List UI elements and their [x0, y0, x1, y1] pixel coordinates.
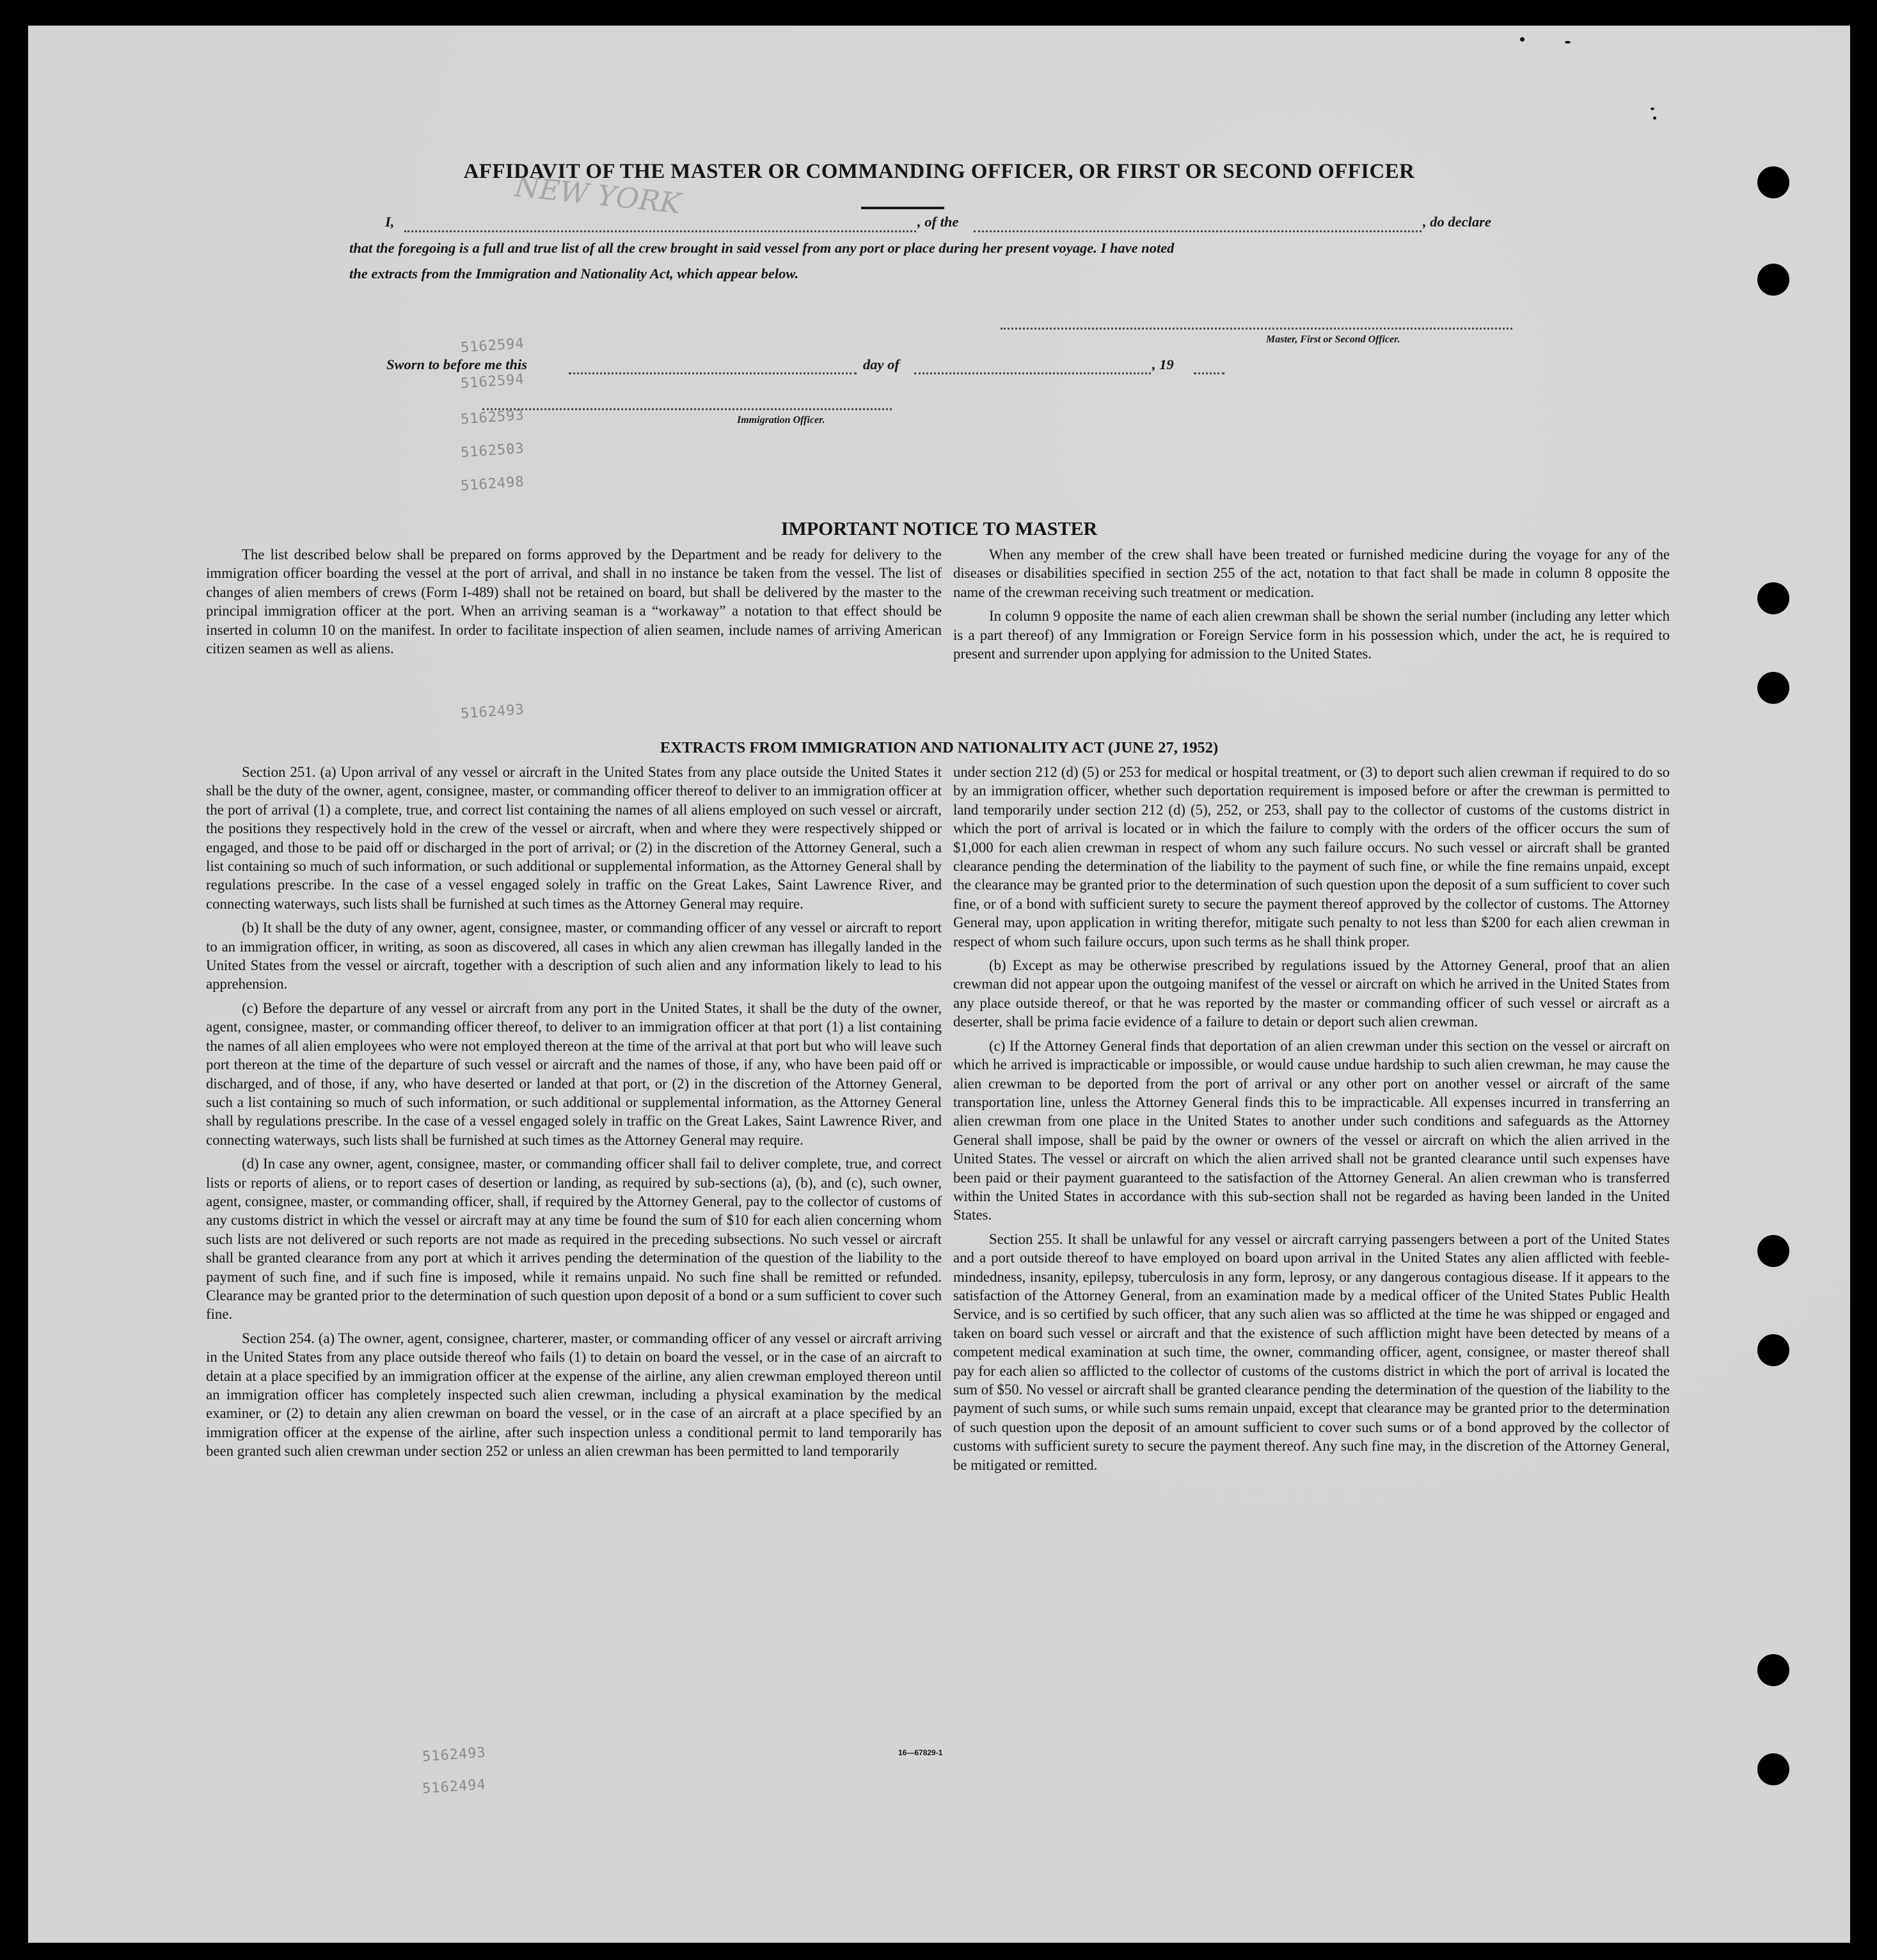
extracts-left-column [206, 763, 942, 1466]
sworn-day-field[interactable] [569, 372, 857, 374]
bleed-through-stamp: 5162594 [460, 371, 525, 392]
ink-speck [1651, 108, 1654, 110]
notice-paragraph: In column 9 opposite the name of each alien crewman shall be shown the serial number (including any letter which is a part thereof) of any Immigration or Foreign Service form in his possession which, under the act, he is required to present and surrender upon applying for admission to the United States. [953, 608, 1670, 662]
vessel-name-field[interactable] [974, 230, 1422, 232]
bleed-through-stamp: 5162593 [460, 407, 525, 428]
binder-hole [1757, 1753, 1789, 1785]
bleed-through-stamp: 5162594 [460, 335, 525, 356]
bleed-through-stamp: 5162493 [460, 701, 525, 722]
master-signature-caption: Master, First or Second Officer. [1266, 334, 1400, 345]
year-prefix: , 19 [1152, 356, 1174, 372]
sworn-year-field[interactable] [1194, 372, 1224, 374]
section-251-a: Section 251. (a) Upon arrival of any vessel or aircraft in the United States from any place outside the United States it shall be the duty of the owner, agent, consignee, master, or commanding officer thereof to deliver to an immigration officer at the port of arrival (1) a complete, true, and correct list containing the names of all aliens employed on such vessel or aircraft, the positions they respectively hold in the crew of the vessel or aircraft, when and where they were respectively shipped or engaged, and those to be paid off or discharged in the port of arrival; or (2) in the discretion of the Attorney General, such a list containing so much of such information, or such additional or supplemental information, as the Attorney General shall by regulations prescribe. In the case of a vessel engaged solely in traffic on the Great Lakes, Saint Lawrence River, and connecting waterways, such lists shall be furnished at such times as the Attorney General may require. [206, 764, 942, 912]
sworn-month-field[interactable] [914, 372, 1151, 374]
section-254-a: Section 254. (a) The owner, agent, consignee, charterer, master, or commanding officer of any vessel or aircraft arriving in the United States from any place outside thereof who fails (1) to detain on board the vessel, or in the case of an aircraft to detain at a place specified by an immigration officer at the expense of the airline, any alien crewman employed thereon until an immigration officer has completely inspected such alien crewman, including a physical examination by the medical examiner, or (2) to detain any alien crewman on board the vessel, or in the case of an aircraft at a place specified by an immigration officer at the expense of the airline, after such inspection unless a conditional permit to land temporarily has been granted such alien crewman under section 252 or unless an alien crewman has been permitted to land temporarily [206, 1330, 942, 1460]
section-254-b: (b) Except as may be otherwise prescribed by regulations issued by the Attorney General, proof that an alien crewman did not appear upon the outgoing manifest of the vessel or aircraft on which he arrived in the United States from any place outside thereof, or that he was reported by the master or commanding officer of such vessel or aircraft as a deserter, shall be prima facie evidence of a failure to detain or deport such alien crewman. [953, 957, 1670, 1030]
immigration-officer-signature-field[interactable] [482, 408, 892, 410]
binder-hole [1757, 1654, 1789, 1686]
day-of-label: day of [863, 356, 899, 372]
extracts-title: EXTRACTS FROM IMMIGRATION AND NATIONALITY ACT (JUNE 27, 1952) [660, 739, 1219, 756]
declarant-name-field[interactable] [404, 230, 916, 232]
binder-hole [1757, 264, 1789, 296]
ink-speck [1520, 37, 1525, 42]
binder-hole [1757, 582, 1789, 614]
binder-hole [1757, 672, 1789, 704]
declaration-line-3: the extracts from the Immigration and Nationality Act, which appear below. [349, 266, 799, 282]
bleed-through-stamp: 5162494 [422, 1776, 487, 1797]
bleed-through-stamp: 5162503 [460, 440, 525, 461]
master-signature-field[interactable] [1001, 328, 1512, 330]
immigration-officer-caption: Immigration Officer. [737, 415, 825, 426]
sworn-label: Sworn to before me this [386, 356, 528, 372]
section-255: Section 255. It shall be unlawful for any vessel or aircraft carrying passengers between a port of the United States and a port outside thereof to have employed on board upon arrival in the United States any alien afflicted with feeble-mindedness, insanity, epilepsy, tuberculosis in any form, leprosy, or any dangerous contagious disease. If it appears to the satisfaction of the Attorney General, from an examination made by a medical officer of the United States Public Health Service, and is so certified by such officer, that any such alien was so afflicted at the time he was shipped or engaged and taken on board such vessel or aircraft and that the existence of such affliction might have been detected by means of a competent medical examination at such time, the owner, commanding officer, agent, consignee, or master thereof shall pay for each alien so afflicted to the collector of customs of the customs district in which the port of arrival is located the sum of $50. No vessel or aircraft shall be granted clearance pending the determination of the question of the liability to the payment of such sums, or while such sums remain unpaid, except that clearance may be granted prior to the determination of such question upon the deposit of an amount sufficient to cover such sums or of a bond approved by the collector of customs with sufficient surety to secure the payment thereof. Any such fine may, in the discretion of the Attorney General, be mitigated or remitted. [953, 1231, 1670, 1473]
notice-title: IMPORTANT NOTICE TO MASTER [780, 518, 1098, 539]
bleed-through-handwriting: NEW YORK [513, 170, 683, 221]
title-rule [861, 207, 944, 209]
declaration-line-2: that the foregoing is a full and true list of all the crew brought in said vessel from any port or place during her present voyage. I have noted [349, 240, 1175, 256]
notice-paragraph: The list described below shall be prepared on forms approved by the Department and be ready for delivery to the immigration officer boarding the vessel at the port of arrival, and shall in no instance be taken from the vessel. The list of changes of alien members of crews (Form I-489) shall not be retained on board, but shall be delivered by the master to the principal immigration officer at the port. When an arriving seaman is a “workaway” a notation to that effect should be inserted in column 10 on the manifest. In order to facilitate inspection of alien seamen, include names of arriving American citizen seamen as well as aliens. [206, 546, 942, 657]
section-251-b: (b) It shall be the duty of any owner, agent, consignee, master, or commanding officer of any vessel or aircraft to report to an immigration officer, in writing, as soon as discovered, all cases in which any alien crewman has illegally landed in the United States from the vessel or aircraft, together with a description of such alien and any information likely to lead to his apprehension. [206, 920, 942, 992]
document-page [28, 26, 1850, 1943]
notice-paragraph: When any member of the crew shall have been treated or furnished medicine during the voyage for any of the diseases or disabilities specified in section 255 of the act, notation to that fact shall be made in column 8 opposite the name of the crewman receiving such treatment or medication. [953, 546, 1670, 600]
section-251-d: (d) In case any owner, agent, consignee, master, or commanding officer shall fail to deliver complete, true, and correct lists or reports of aliens, or to report cases of desertion or landing, as required by sub-sections (a), (b), and (c), such owner, agent, consignee, master, or commanding officer, shall, if required by the Attorney General, pay to the collector of customs of any customs district in which the vessel or aircraft may at any time be found the sum of $10 for each alien concerning whom such lists are not delivered or such reports are not made as required in the preceding subsections. No such vessel or aircraft shall be granted clearance from any port at which it arrives pending the determination of the question of the liability to the payment of such fine, and if such fine is imposed, while it remains unpaid. No such fine shall be remitted or refunded. Clearance may be granted prior to the determination of such question upon deposit of a bond or a sum sufficient to cover such fine. [206, 1156, 942, 1323]
ink-speck [1653, 116, 1656, 120]
do-declare-label: , do declare [1423, 214, 1491, 230]
extracts-right-column [953, 763, 1670, 1479]
ink-speck [1565, 41, 1571, 44]
bleed-through-stamp: 5162493 [422, 1744, 487, 1765]
notice-left-column [206, 545, 942, 663]
binder-hole [1757, 1235, 1789, 1267]
affidavit-title: AFFIDAVIT OF THE MASTER OR COMMANDING OFFICER, OR FIRST OR SECOND OFFICER [463, 160, 1415, 183]
bleed-through-stamp: 5162498 [460, 474, 525, 495]
of-the-label: , of the [917, 214, 959, 230]
binder-hole [1757, 1334, 1789, 1366]
section-251-c: (c) Before the departure of any vessel or aircraft from any port in the United States, it shall be the duty of the owner, agent, consignee, master, or commanding officer thereof, to deliver to an immigration officer at that port (1) a list containing the names of all alien employees who were not employed thereon at the time of the arrival at that port but who will leave such port thereon at the time of the departure of such vessel or aircraft and the names of those, if any, who have been paid off or discharged, and of those, if any, who have deserted or landed at that port, or (2) in the discretion of the Attorney General, such a list containing so much of such information, or such additional or supplemental information, as the Attorney General shall by regulations prescribe. In the case of a vessel engaged solely in traffic on the Great Lakes, Saint Lawrence River, and connecting waterways, such lists shall be furnished at such times as the Attorney General may require. [206, 1000, 942, 1148]
section-254-c: (c) If the Attorney General finds that deportation of an alien crewman under this section on the vessel or aircraft on which he arrived is impracticable or impossible, or would cause undue hardship to such alien crewman, he may cause the alien crewman to be deported from the port of arrival or any other port on another vessel or aircraft of the same transportation line, unless the Attorney General finds this to be impracticable. All expenses incurred in transferring an alien crewman from one place in the United States to another under such conditions and safeguards as the Attorney General shall impose, shall be paid by the owner or owners of the vessel or aircraft on which the alien arrived in the United States. The vessel or aircraft on which the alien arrived shall not be granted clearance until such expenses have been paid or their payment guaranteed to the satisfaction of the Attorney General. An alien crewman who is transferred within the United States in accordance with this sub-section shall not be regarded as having been landed in the United States. [953, 1037, 1670, 1223]
form-number: 16—67829-1 [898, 1748, 943, 1757]
notice-right-column [953, 545, 1670, 668]
section-254-a-continued: under section 212 (d) (5) or 253 for medical or hospital treatment, or (3) to deport such alien crewman if required to do so by an immigration officer, whether such deportation requirement is imposed before or after the crewman is permitted to land temporarily under section 212 (d) (5), 252, or 253, shall pay to the collector of customs of the customs district in which the port of arrival is located or in which the failure to comply with the orders of the officer occurs the sum of $1,000 for each alien crewman in respect of whom any such failure occurs. No such vessel or aircraft shall be granted clearance pending the determination of the liability to the payment of such fine, or while the fine remains unpaid, except the clearance may be granted prior to the determination of such question upon the deposit of a sum sufficient to cover such fine, or of a bond with sufficient surety to secure the payment thereof approved by the collector of customs. The Attorney General may, upon application in writing therefor, mitigate such penalty to not less than $200 for each alien crewman in respect of whom such failure occurs, upon such terms as he shall think proper. [953, 764, 1670, 950]
declarant-prefix: I, [385, 214, 395, 230]
